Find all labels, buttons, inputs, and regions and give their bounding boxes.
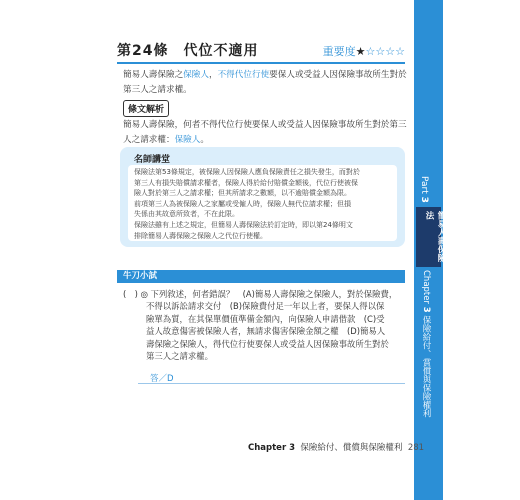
footer-title: 保險給付、償償與保險權利 <box>300 443 403 453</box>
importance-empty-star-icon: ☆☆☆☆ <box>365 45 405 58</box>
quiz-line: 第三人之請求權。 <box>146 351 213 362</box>
statute-text-part: 要保人或受益人因保險事故所生對於 <box>269 70 407 80</box>
teacher-line: 前項第三人為被保險人之家屬或受僱人時，保險人無代位請求權；但損 <box>134 199 351 208</box>
part-word: Part <box>419 176 429 197</box>
teacher-line: 第三人有損失賠償請求權者，保險人得於給付賠償金額後，代位行使被保 <box>134 178 358 187</box>
chapter-title: 保險給付、賞償與保險權利 <box>421 312 431 418</box>
statute-highlight: 不得代位行使 <box>217 70 270 80</box>
teacher-box <box>120 147 405 247</box>
explain-text <box>123 118 408 147</box>
quiz-line: ( ) ◎ 下列敘述，何者錯誤？ (A)簡易人壽保險之保險人，對於保險費， <box>123 289 398 299</box>
explain-tag: 條文解析 <box>123 100 169 117</box>
part-number: 3 <box>419 196 429 203</box>
teacher-title: 名師講堂 <box>134 155 171 165</box>
statute-highlight: 保險人 <box>183 70 209 80</box>
quiz-line: 不得以訴訟請求交付 (B)保險費付足一年以上者，要保人得以保 <box>146 301 385 312</box>
article-title: 第24條 代位不適用 <box>117 43 259 59</box>
teacher-line: 失係由其故意所致者，不在此限。 <box>134 210 239 219</box>
statute-text <box>123 68 408 97</box>
explain-line: 簡易人壽保險，何者不得代位行使要保人或受益人因保險事故所生對於第三 <box>123 120 407 130</box>
answer-rule <box>138 383 405 384</box>
footer-chapter: Chapter 3 <box>248 443 296 453</box>
statute-text-part: 簡易人壽保險之 <box>123 70 184 80</box>
importance-label: 重要度 <box>322 45 356 58</box>
chapter-number: 3 <box>421 306 431 313</box>
chapter-word: Chapter <box>421 270 431 307</box>
quiz-answer: 答／D <box>150 374 174 384</box>
side-chapter-label <box>420 270 432 417</box>
page-number: 281 <box>407 443 425 453</box>
statute-text-part: 第三人之請求權。 <box>123 84 192 95</box>
side-section-label: 簡易人壽保險法 <box>424 211 446 262</box>
importance-filled-star-icon: ★ <box>355 45 366 58</box>
quiz-line: 益人故意傷害被保險人者，無請求傷害保險金額之權 (D)簡易人 <box>146 326 386 337</box>
side-tab <box>414 0 446 500</box>
quiz-line: 壽保險之保險人，得代位行使要保人或受益人因保險事故所生對於 <box>146 338 389 349</box>
explain-highlight: 保險人 <box>174 134 201 145</box>
article-header <box>117 40 405 64</box>
header-rule <box>117 62 405 64</box>
explain-line: 人之請求權： <box>123 134 175 145</box>
teacher-line: 保險法雖有上述之規定，但簡易人壽保險法於訂定時，即以第24條明文 <box>134 220 353 229</box>
footer <box>248 441 424 453</box>
teacher-content <box>128 165 397 241</box>
importance-rating <box>323 43 405 59</box>
quiz-question <box>123 288 405 362</box>
teacher-line: 排除簡易人壽保險之保險人之代位行使權。 <box>134 231 267 240</box>
side-section-tab <box>416 207 446 267</box>
quiz-line: 險單為質，在其保單價值準備金額內，向保險人申請借款 (C)受 <box>146 313 385 324</box>
side-part-label <box>419 176 429 203</box>
quiz-bar <box>117 270 405 283</box>
explain-line: 。 <box>200 134 209 145</box>
teacher-line: 保險法第53條規定，被保險人因保險人應負保險責任之損失發生，而對於 <box>134 168 360 176</box>
quiz-title: 牛刀小試 <box>123 271 158 281</box>
teacher-line: 險人對於第三人之請求權；但其所請求之數額，以不逾賠償金額為限。 <box>134 189 351 198</box>
statute-text-part: ， <box>208 70 218 80</box>
